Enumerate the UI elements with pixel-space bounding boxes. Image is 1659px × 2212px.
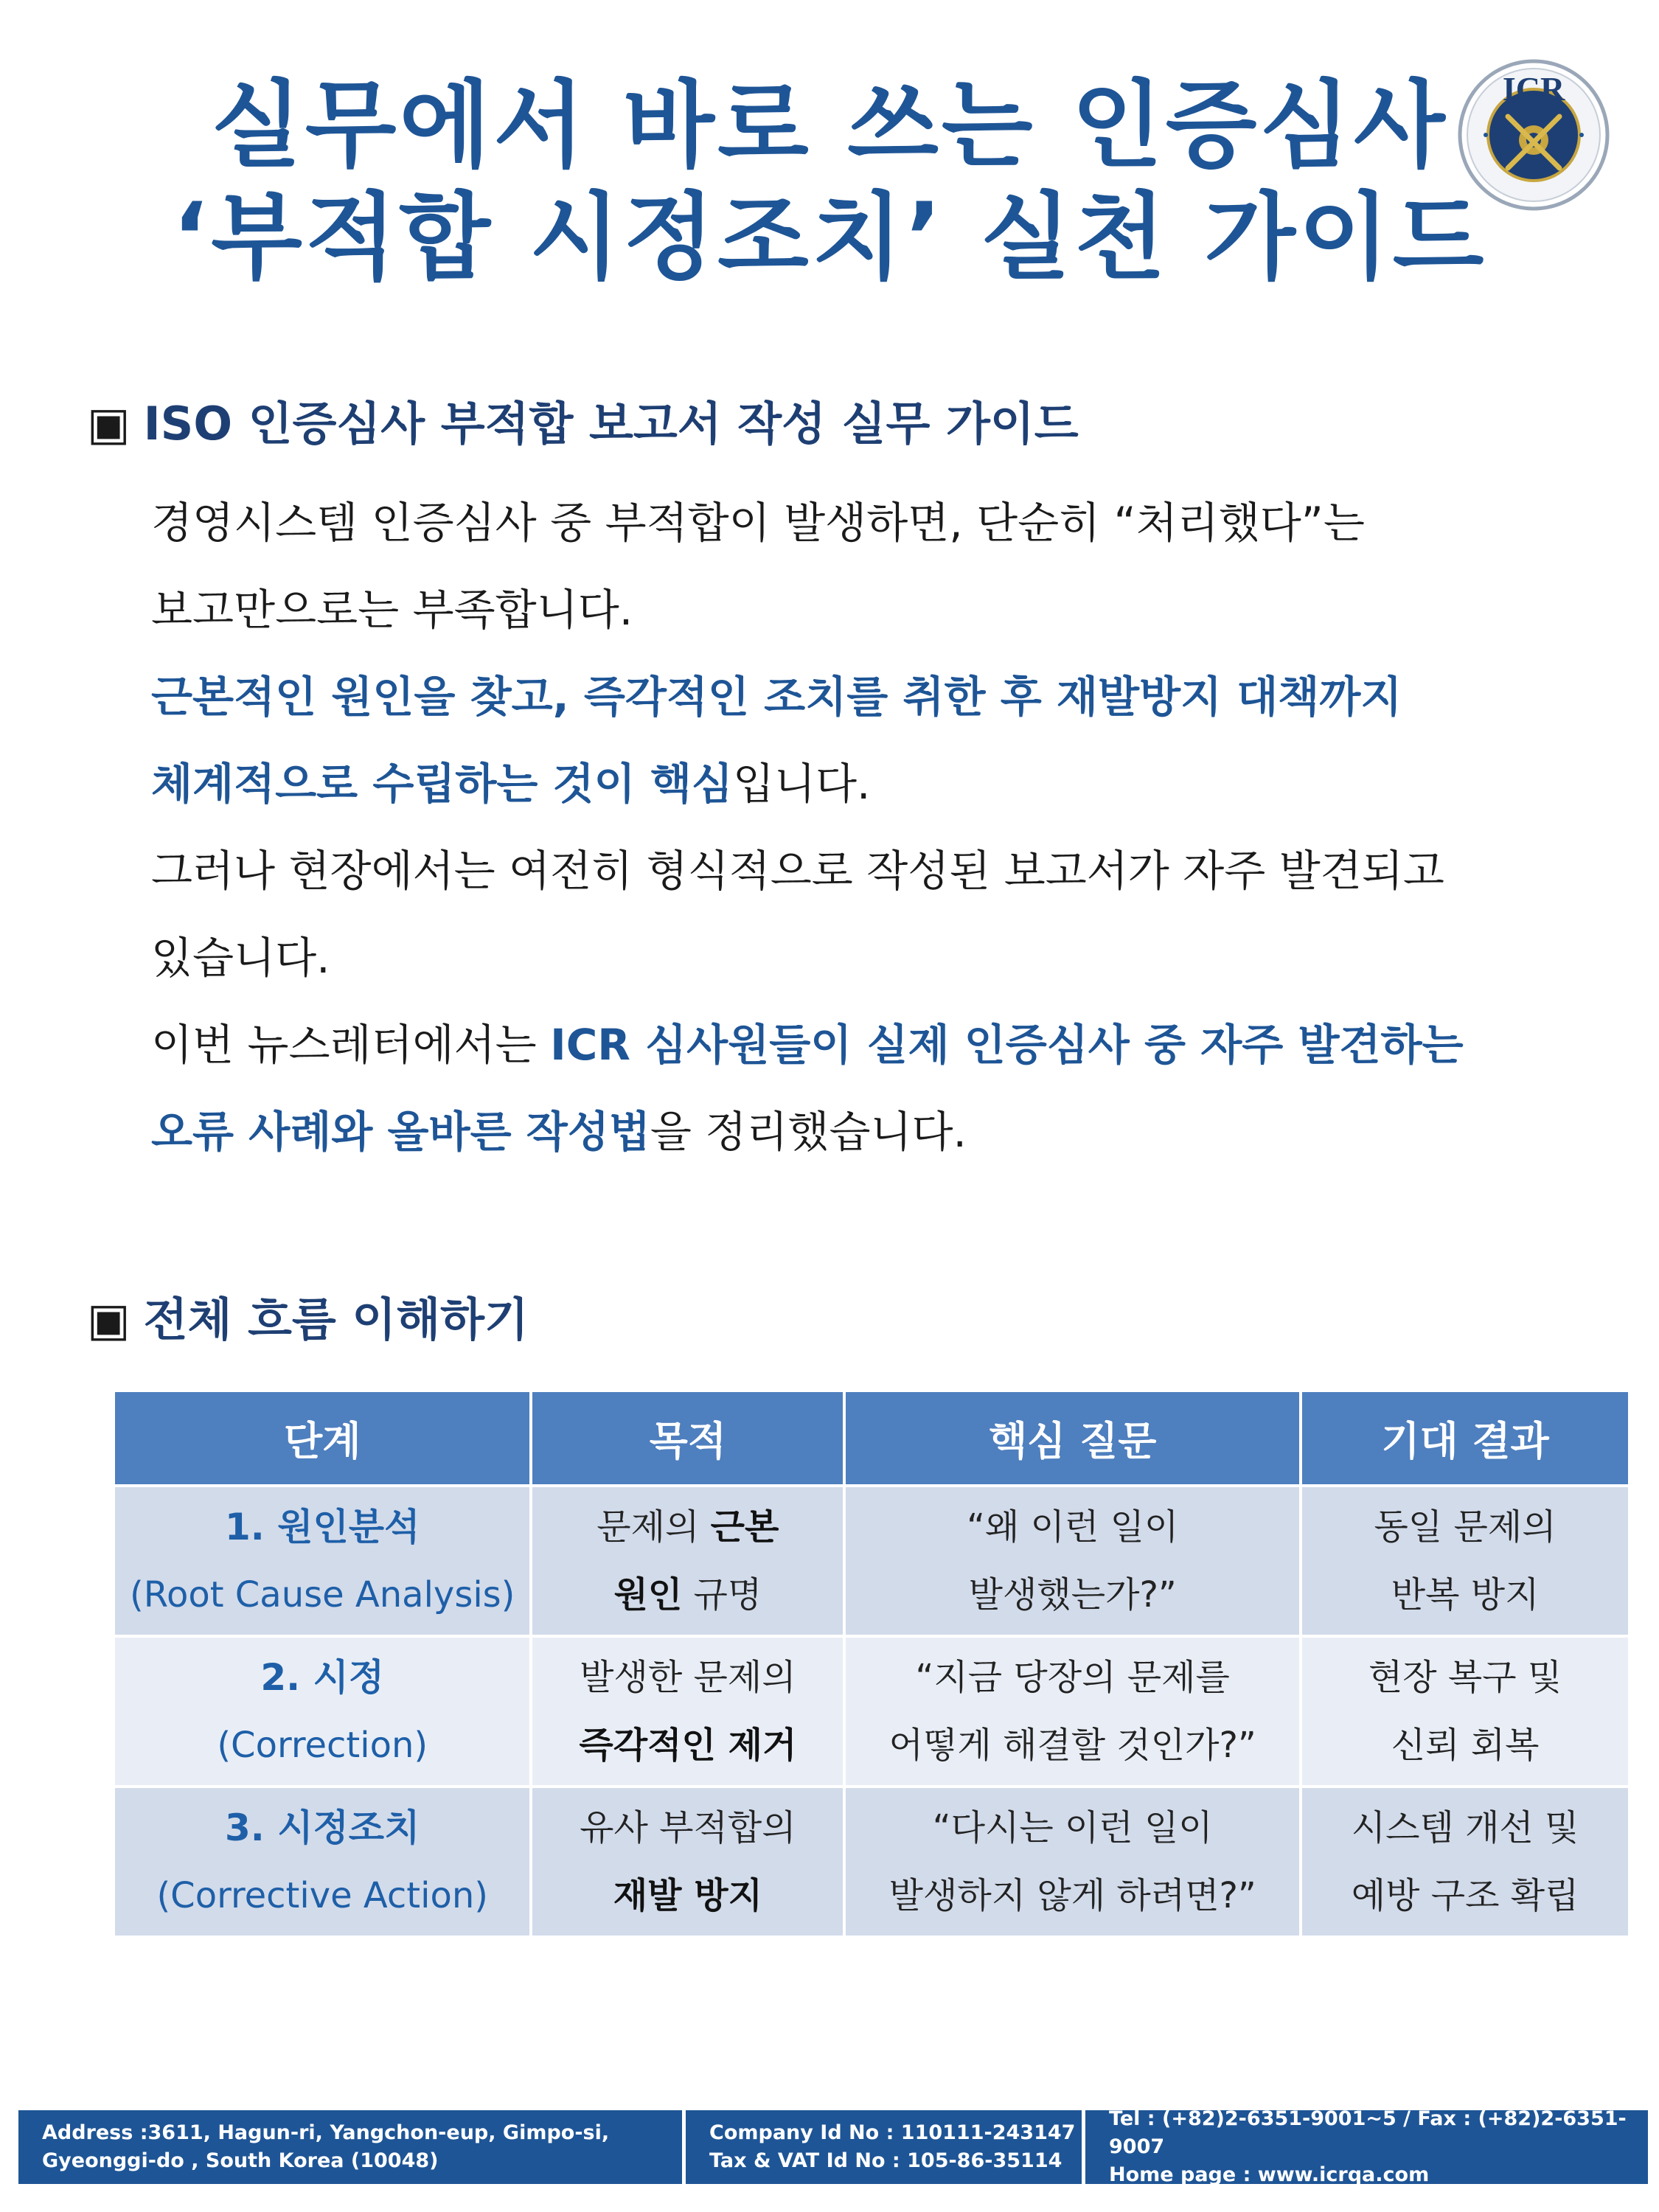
page-title — [0, 70, 1659, 294]
table-row — [114, 1787, 1630, 1937]
footer-contact: Tel : (+82)2-6351-9001~5 / Fax : (+82)2-6351-9007 Home page : www.icrqa.com — [1085, 2110, 1648, 2184]
title-line-1: 실무에서 바로 쓰는 인증심사 — [211, 71, 1448, 181]
intro-line: 근본적인 원인을 찾고, 즉각적인 조치를 취한 후 재발방지 대책까지 — [151, 672, 1402, 722]
table-row — [114, 1486, 1630, 1636]
section-heading-text: 전체 흐름 이해하기 — [143, 1293, 529, 1346]
footer-bar — [18, 2107, 1648, 2186]
stage-cell: 1. 원인분석 (Root Cause Analysis) — [114, 1486, 531, 1636]
question-cell: “다시는 이런 일이 발생하지 않게 하려면?” — [844, 1787, 1301, 1937]
column-header-stage: 단계 — [114, 1391, 531, 1486]
footer-company-ids: Company Id No : 110111-243147 Tax & VAT Id No : 105-86-35114 — [686, 2110, 1085, 2184]
stage-cell: 3. 시정조치 (Corrective Action) — [114, 1787, 531, 1937]
title-line-2: ‘부적합 시정조치’ 실천 가이드 — [172, 183, 1487, 293]
table-header-row — [114, 1391, 1630, 1486]
intro-line: 있습니다. — [151, 933, 330, 983]
intro-line: 오류 사례와 올바른 작성법을 정리했습니다. — [151, 1107, 967, 1157]
section-heading-flow — [87, 1283, 529, 1349]
question-cell: “지금 당장의 문제를 어떻게 해결할 것인가?” — [844, 1636, 1301, 1787]
result-cell: 현장 복구 및 신뢰 회복 — [1301, 1636, 1630, 1787]
result-cell: 시스템 개선 및 예방 구조 확립 — [1301, 1787, 1630, 1937]
icr-logo — [1456, 58, 1611, 212]
question-cell: “왜 이런 일이 발생했는가?” — [844, 1486, 1301, 1636]
section-heading-text: ISO 인증심사 부적합 보고서 작성 실무 가이드 — [143, 397, 1079, 451]
purpose-cell: 유사 부적합의 재발 방지 — [531, 1787, 844, 1937]
intro-line: 그러나 현장에서는 여전히 형식적으로 작성된 보고서가 자주 발견되고 — [151, 846, 1444, 896]
section-heading-guide — [87, 387, 1079, 453]
purpose-cell: 문제의 근본 원인 규명 — [531, 1486, 844, 1636]
intro-line: 경영시스템 인증심사 중 부적합이 발생하면, 단순히 “처리했다”는 — [151, 498, 1365, 548]
column-header-purpose: 목적 — [531, 1391, 844, 1486]
column-header-question: 핵심 질문 — [844, 1391, 1301, 1486]
process-flow-table — [112, 1389, 1631, 1938]
purpose-cell: 발생한 문제의 즉각적인 제거 — [531, 1636, 844, 1787]
intro-line: 보고만으로는 부족합니다. — [151, 585, 633, 635]
intro-line: 이번 뉴스레터에서는 ICR 심사원들이 실제 인증심사 중 자주 발견하는 — [151, 1020, 1464, 1070]
footer-address: Address :3611, Hagun-ri, Yangchon-eup, Gimpo-si, Gyeonggi-do , South Korea (10048) — [18, 2110, 686, 2184]
result-cell: 동일 문제의 반복 방지 — [1301, 1486, 1630, 1636]
intro-paragraph — [151, 479, 1626, 1175]
square-bullet-icon: ▣ — [87, 1293, 131, 1346]
logo-letters: ICR — [1502, 70, 1565, 108]
homepage-link[interactable]: Home page : www.icrqa.com — [1109, 2163, 1430, 2186]
stage-cell: 2. 시정 (Correction) — [114, 1636, 531, 1787]
table-row — [114, 1636, 1630, 1787]
intro-line: 체계적으로 수립하는 것이 핵심입니다. — [151, 759, 871, 809]
square-bullet-icon: ▣ — [87, 397, 131, 451]
column-header-result: 기대 결과 — [1301, 1391, 1630, 1486]
